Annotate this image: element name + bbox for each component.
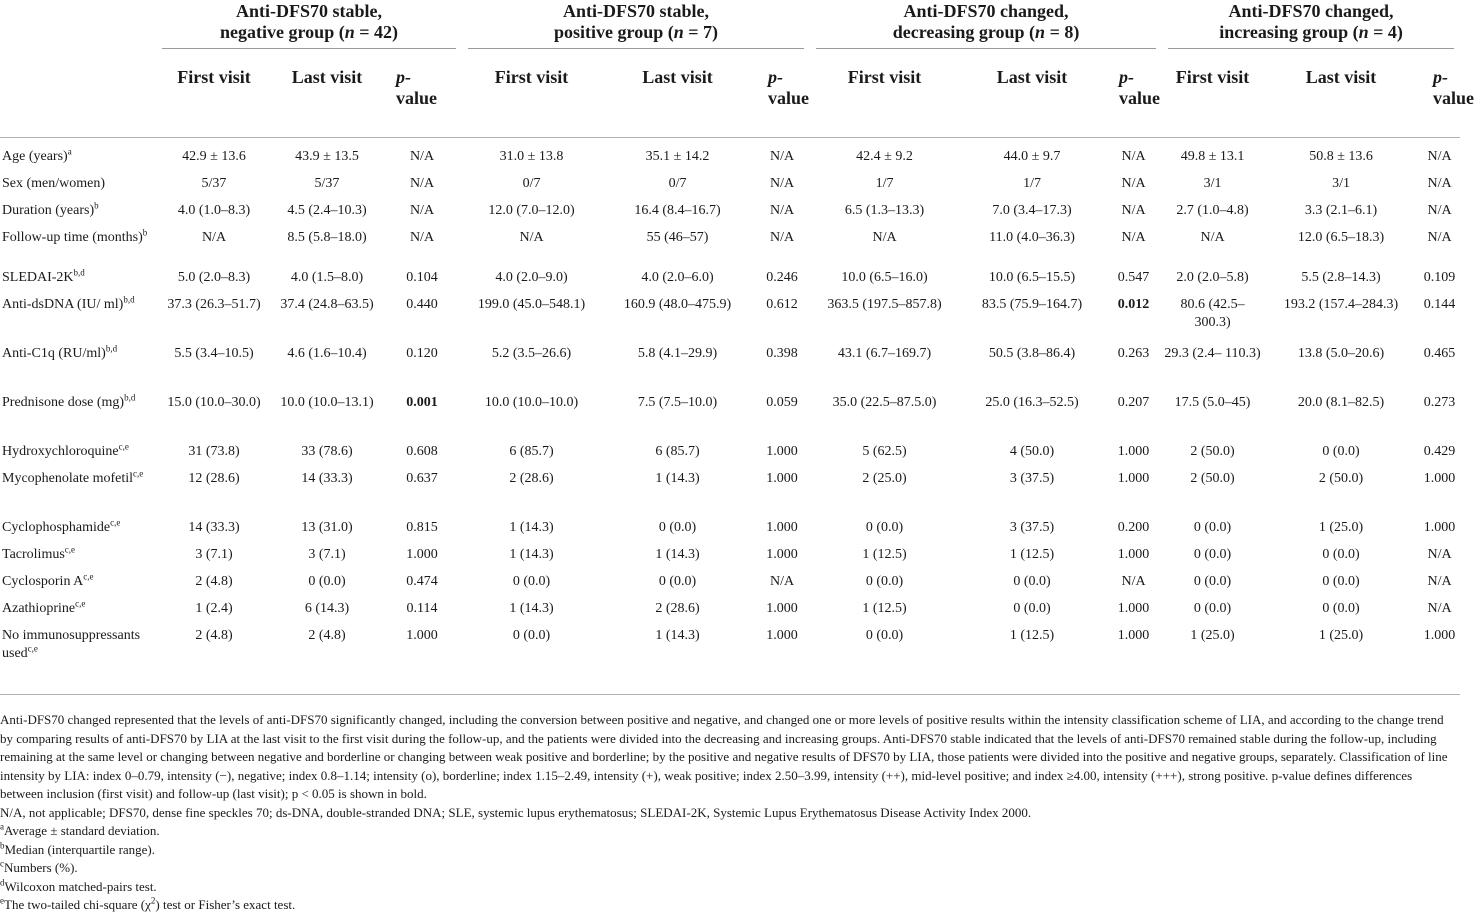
row-label: Mycophenolate mofetil$^{c,e}$ <box>2 467 144 486</box>
p-value-cell: N/A <box>1427 229 1452 245</box>
table-cell: 10.0 (10.0–10.0) <box>484 394 579 410</box>
row-label: No immunosuppressants used$^{c,e}$ <box>2 627 141 661</box>
table-cell: 50.5 (3.8–86.4) <box>988 345 1076 361</box>
footnote-marker: c,e <box>75 597 86 608</box>
group-header: Anti-DFS70 stable, negative group (n = 42) <box>156 0 462 49</box>
table-cell: 1 (25.0) <box>1318 519 1364 535</box>
p-value-cell: 1.000 <box>766 519 798 535</box>
table-cell: 35.1 ± 14.2 <box>645 149 710 164</box>
p-value-cell: N/A <box>1427 600 1452 616</box>
p-value-cell: N/A <box>769 175 795 191</box>
p-value-header: p- value <box>1433 67 1474 108</box>
table-cell: 1 (12.5) <box>862 600 907 616</box>
footnote: $^a$Average ± standard deviation. <box>0 821 160 838</box>
table-cell: 2.7 (1.0–4.8) <box>1176 202 1249 218</box>
footnote: $^e$The two-tailed chi-square $(\chi^2)$ test or Fisher’s exact test. <box>0 895 296 912</box>
table-cell: 3 (7.1) <box>195 546 233 562</box>
p-value-cell: 1.000 <box>1423 470 1456 486</box>
group-header: Anti-DFS70 changed, decreasing group (n = 8) <box>810 0 1162 49</box>
table-cell: 0 (0.0) <box>512 627 551 643</box>
table-cell: 4.5 (2.4–10.3) <box>287 202 367 218</box>
table-cell: 83.5 (75.9–164.7) <box>981 296 1083 312</box>
p-value-cell: N/A <box>769 573 795 589</box>
table-cell: 6.5 (1.3–13.3) <box>844 202 925 218</box>
table-cell: 44.0 ± 9.7 <box>1003 149 1061 164</box>
p-value-cell: N/A <box>769 202 795 218</box>
row-label: Anti-C1q $(RU/ml)^{b,d}$ <box>2 342 118 361</box>
p-value-cell: N/A <box>409 202 435 218</box>
table-cell: 1 (25.0) <box>1190 627 1235 643</box>
table-notes <box>0 711 1458 915</box>
p-value-cell: N/A <box>409 229 435 245</box>
table-cell: 17.5 (5.0–45) <box>1174 394 1251 410</box>
last-visit-header: Last visit <box>1305 67 1377 87</box>
table-cell: 10.0 (10.0–13.1) <box>280 394 374 410</box>
footnote-marker: b,d <box>124 391 136 402</box>
table-row <box>0 229 1460 269</box>
first-visit-header: First visit <box>847 67 922 87</box>
table-cell: 0/7 <box>522 175 541 191</box>
p-value-cell: 0.012 <box>1117 296 1150 312</box>
table-cell: N/A <box>519 229 544 245</box>
table-cell: 0 (0.0) <box>1013 600 1051 616</box>
table-cell: 0 (0.0) <box>1322 573 1360 589</box>
table-row <box>0 627 1460 695</box>
p-value-cell: 0.200 <box>1117 519 1150 535</box>
table-cell: 15.0 (10.0–30.0) <box>167 394 261 410</box>
row-label: Follow-up time (months)$^b$ <box>2 226 148 245</box>
table-cell: 4.0 (2.0–9.0) <box>495 269 568 285</box>
table-cell: 2 (50.0) <box>1190 470 1235 486</box>
table-cell: 193.2 (157.4–284.3) <box>1283 296 1399 312</box>
table-cell: 7.0 (3.4–17.3) <box>992 202 1072 218</box>
table-row <box>0 296 1460 345</box>
table-cell: 13.8 (5.0–20.6) <box>1297 345 1385 361</box>
p-value-cell: 0.815 <box>406 519 438 535</box>
p-value-cell: 1.000 <box>1117 470 1150 486</box>
footnote-marker: c,e <box>118 440 129 451</box>
table-row <box>0 573 1460 600</box>
table-row <box>0 138 1460 175</box>
footnote-marker: c,e <box>110 516 121 527</box>
p-value-cell: 0.059 <box>766 394 798 410</box>
table-cell: 0 (0.0) <box>865 627 904 643</box>
row-label: SLEDAI-$2K^{b,d}$ <box>2 266 85 285</box>
table-row <box>0 202 1460 229</box>
table-cell: 1/7 <box>875 175 894 191</box>
p-value-cell: 1.000 <box>766 470 798 486</box>
p-value-cell: N/A <box>1427 546 1452 562</box>
table-row <box>0 443 1460 470</box>
p-value-cell: N/A <box>1427 202 1452 218</box>
table-cell: 12.0 (6.5–18.3) <box>1297 229 1385 245</box>
table-cell: 1 (12.5) <box>1009 627 1055 643</box>
p-value-cell: 1.000 <box>1117 627 1150 643</box>
table-cell: 11.0 (4.0–36.3) <box>989 229 1075 245</box>
footnote: $^c$Numbers (%). <box>0 858 78 875</box>
table-cell: 12.0 (7.0–12.0) <box>488 202 575 218</box>
footnote-marker: c,e <box>83 570 94 581</box>
last-visit-header: Last visit <box>642 67 713 87</box>
group-header-row <box>0 0 1460 49</box>
table-row <box>0 394 1460 443</box>
table-cell: 2 (28.6) <box>655 600 700 616</box>
table-cell: 3 (37.5) <box>1009 470 1055 486</box>
p-value-cell: 1.000 <box>1117 443 1150 459</box>
table-cell: N/A <box>1200 229 1225 245</box>
table-cell: 7.5 (7.5–10.0) <box>637 394 718 410</box>
p-value-cell: N/A <box>1427 175 1452 191</box>
row-label: Sex (men/women) <box>2 175 106 191</box>
table-cell: 29.3 (2.4– 110.3) <box>1164 345 1261 361</box>
table-cell: 33 (78.6) <box>301 443 353 459</box>
table-cell: 1 (25.0) <box>1318 627 1364 643</box>
table-cell: 2 (50.0) <box>1318 470 1364 486</box>
table-row <box>0 519 1460 546</box>
p-value-cell: 0.246 <box>766 269 798 285</box>
p-value-cell: 1.000 <box>1117 546 1150 562</box>
table-cell: 2 (25.0) <box>862 470 907 486</box>
table-cell: 0 (0.0) <box>1193 600 1232 616</box>
notes-paragraph: Anti-DFS70 changed represented that the levels of anti-DFS70 significantly changed, including the conversion between positive and negative, and changed one or more levels of positive results within the intensity classification scheme of LIA, and according to the change trend by comparing results of anti-DFS70 by LIA at the last visit to the first visit during the follow-up, and the patients were divided into the decreasing and increasing groups. Anti-DFS70 stable indicated that the levels of anti-DFS70 remained stable during the follow-up, including remaining at the same level or changing between negative and borderline or changing between weak positive and borderline; by the positive and negative results of DFS70 by LIA, those patients were divided into the positive and negative groups, separately. Classification of line intensity by LIA: index 0–0.79, intensity (−), negative; index 0.8–1.14; intensity (o), borderline; index 1.15–2.49, intensity (+), weak positive; index 2.50–3.99, intensity (++), mid-level positive; and index ≥4.00, intensity (+++), strong positive. p-value defines differences between inclusion (first visit) and follow-up (last visit); p < 0.05 is shown in bold. <box>0 712 1448 801</box>
table-cell: 363.5 (197.5–857.8) <box>827 296 942 312</box>
table-cell: 0 (0.0) <box>1193 546 1232 562</box>
table-cell: 0 (0.0) <box>1322 600 1360 616</box>
row-label: Anti-dsDNA (IU/ ml)$^{b,d}$ <box>2 293 135 312</box>
footnote-marker: c,e <box>64 543 76 554</box>
table-cell: 8.5 (5.8–18.0) <box>287 229 367 245</box>
footnote-marker: b <box>142 226 148 237</box>
table-cell: 10.0 (6.5–16.0) <box>841 269 928 285</box>
last-visit-header: Last visit <box>291 67 363 87</box>
p-value-header: p- value <box>1119 67 1161 108</box>
table-cell: 0 (0.0) <box>1322 546 1360 562</box>
p-value-cell: 1.000 <box>406 546 438 562</box>
first-visit-header: First visit <box>177 67 251 87</box>
table-row <box>0 175 1460 202</box>
table-cell: 0 (0.0) <box>1193 519 1232 535</box>
table-cell: 1 (14.3) <box>509 600 554 616</box>
footnote-marker: b,d <box>123 293 135 304</box>
p-value-cell: 0.637 <box>406 470 438 486</box>
p-value-header: p- value <box>396 67 438 108</box>
footnote-marker: c,e <box>133 467 144 478</box>
p-value-cell: 1.000 <box>766 546 798 562</box>
p-value-cell: 0.001 <box>406 394 438 410</box>
row-label: Duration (years)$^b$ <box>2 199 99 218</box>
p-value-cell: N/A <box>1121 229 1146 245</box>
table-cell: 14 (33.3) <box>301 470 353 486</box>
p-value-cell: N/A <box>1121 149 1146 164</box>
table-cell: 43.1 (6.7–169.7) <box>837 345 932 361</box>
p-value-cell: N/A <box>409 149 435 164</box>
table-cell: 80.6 (42.5– 300.3) <box>1180 296 1245 330</box>
notes-abbreviations: N/A, not applicable; DFS70, dense fine speckles 70; ds-DNA, double-stranded DNA; SLE, systemic lupus erythematosus; SLEDAI-2K, Systemic Lupus Erythematosus Disease Activity Index 2000. <box>0 804 1032 820</box>
table-body <box>0 138 1460 695</box>
table-cell: 1 (12.5) <box>1009 546 1055 562</box>
row-label: Prednisone dose (mg)$^{b,d}$ <box>2 391 136 410</box>
table-cell: N/A <box>201 229 227 245</box>
table-cell: 5.8 (4.1–29.9) <box>637 345 718 361</box>
table-cell: 2 (28.6) <box>509 470 554 486</box>
footnote-marker: a <box>67 146 72 157</box>
table-cell: 0 (0.0) <box>658 573 697 589</box>
p-value-cell: 1.000 <box>766 600 798 616</box>
p-value-cell: 0.273 <box>1423 394 1456 410</box>
table-cell: 5/37 <box>201 175 227 191</box>
table-row <box>0 546 1460 573</box>
p-value-cell: 0.440 <box>406 296 438 312</box>
table-cell: 1 (14.3) <box>655 546 700 562</box>
table-cell: 1 (14.3) <box>509 546 554 562</box>
table-cell: 16.4 (8.4–16.7) <box>634 202 721 218</box>
table-cell: 2.0 (2.0–5.8) <box>1176 269 1249 285</box>
table-cell: 6 (85.7) <box>655 443 700 459</box>
table-cell: 6 (85.7) <box>509 443 554 459</box>
table-cell: 5.2 (3.5–26.6) <box>491 345 572 361</box>
p-value-cell: 0.465 <box>1423 345 1456 361</box>
table-cell: 42.4 ± 9.2 <box>856 149 913 164</box>
table-cell: 2 (4.8) <box>195 627 233 643</box>
table-cell: 5/37 <box>314 175 340 191</box>
table-cell: 0 (0.0) <box>865 573 904 589</box>
table-cell: 3/1 <box>1332 175 1350 191</box>
p-value-cell: 0.547 <box>1117 269 1150 285</box>
row-label: Azathioprine$^{c,e}$ <box>2 597 86 616</box>
first-visit-header: First visit <box>1175 67 1250 87</box>
footnote-marker: c,e <box>27 642 38 653</box>
table-cell: 1/7 <box>1023 175 1041 191</box>
p-value-cell: 0.207 <box>1117 394 1150 410</box>
p-value-cell: 0.263 <box>1117 345 1150 361</box>
table-cell: 37.3 (26.3–51.7) <box>167 296 261 312</box>
table-cell: 1 (14.3) <box>655 627 700 643</box>
p-value-cell: 1.000 <box>766 443 798 459</box>
table-cell: 31 (73.8) <box>188 443 240 459</box>
table-cell: 5.0 (2.0–8.3) <box>177 269 251 285</box>
table-cell: 6 (14.3) <box>304 600 350 616</box>
table-cell: N/A <box>872 229 897 245</box>
table-cell: 4 (50.0) <box>1009 443 1055 459</box>
table-cell: 5 (62.5) <box>862 443 907 459</box>
footnote: $^d$Wilcoxon matched-pairs test. <box>0 877 157 894</box>
row-label: Age (years)$^a$ <box>2 146 72 164</box>
table-cell: 5.5 (2.8–14.3) <box>1301 269 1381 285</box>
table-cell: 0/7 <box>668 175 687 191</box>
p-value-cell: 0.398 <box>766 345 798 361</box>
table-cell: 49.8 ± 13.1 <box>1180 149 1245 164</box>
table-cell: 1 (14.3) <box>509 519 554 535</box>
table-cell: 2 (50.0) <box>1190 443 1235 459</box>
table-cell: 55 (46–57) <box>646 229 709 245</box>
table-cell: 160.9 (48.0–475.9) <box>623 296 732 312</box>
table-cell: 0 (0.0) <box>1322 443 1360 459</box>
table-cell: 0 (0.0) <box>658 519 697 535</box>
table-cell: 14 (33.3) <box>188 519 240 535</box>
p-value-cell: N/A <box>1121 175 1146 191</box>
footnote-list <box>0 822 1458 915</box>
row-label: Cyclophosphamide$^{c,e}$ <box>2 516 121 535</box>
table-cell: 0 (0.0) <box>1193 573 1232 589</box>
table-cell: 0 (0.0) <box>512 573 551 589</box>
table-row <box>0 345 1460 394</box>
table-cell: 4.0 (1.5–8.0) <box>290 269 364 285</box>
footnote-marker: b,d <box>105 342 118 353</box>
p-value-cell: N/A <box>1427 573 1452 589</box>
table-cell: 2 (4.8) <box>195 573 233 589</box>
table-cell: 37.4 (24.8–63.5) <box>280 296 374 312</box>
table-cell: 42.9 ± 13.6 <box>182 149 246 164</box>
p-value-cell: 0.114 <box>406 600 438 616</box>
subheader-row <box>0 49 1460 138</box>
p-value-cell: N/A <box>1121 573 1146 589</box>
p-value-cell: 1.000 <box>406 627 438 643</box>
table-cell: 0 (0.0) <box>1013 573 1051 589</box>
table-cell: 0 (0.0) <box>308 573 346 589</box>
p-value-cell: 0.104 <box>406 269 438 285</box>
p-value-cell: N/A <box>769 229 795 245</box>
table-cell: 3 (37.5) <box>1009 519 1055 535</box>
table-cell: 1 (12.5) <box>862 546 907 562</box>
table-row <box>0 600 1460 627</box>
table-row <box>0 269 1460 296</box>
table-cell: 3.3 (2.1–6.1) <box>1304 202 1378 218</box>
p-value-cell: N/A <box>1121 202 1146 218</box>
p-value-cell: 0.608 <box>406 443 438 459</box>
table-cell: 20.0 (8.1–82.5) <box>1297 394 1385 410</box>
table-cell: 35.0 (22.5–87.5.0) <box>832 394 937 410</box>
table-cell: 3 (7.1) <box>308 546 346 562</box>
table-cell: 0 (0.0) <box>865 519 904 535</box>
table-cell: 1 (14.3) <box>655 470 700 486</box>
p-value-header: p- value <box>768 67 810 108</box>
row-label: Cyclosporin A$^{c,e}$ <box>2 570 94 589</box>
p-value-cell: 0.429 <box>1423 443 1456 459</box>
p-value-cell: 1.000 <box>1423 519 1456 535</box>
footnote-marker: b <box>94 199 99 210</box>
table-cell: 1 (2.4) <box>195 600 233 616</box>
footnote: $^b$Median (interquartile range). <box>0 840 156 857</box>
table-cell: 50.8 ± 13.6 <box>1309 149 1373 164</box>
table-cell: 13 (31.0) <box>301 519 353 535</box>
p-value-cell: 0.474 <box>406 573 438 589</box>
table-cell: 4.0 (2.0–6.0) <box>641 269 714 285</box>
first-visit-header: First visit <box>494 67 569 87</box>
table-cell: 31.0 ± 13.8 <box>499 149 564 164</box>
footnote-marker: b,d <box>73 266 85 277</box>
table-cell: 12 (28.6) <box>188 470 240 486</box>
table-row <box>0 470 1460 519</box>
table-cell: 199.0 (45.0–548.1) <box>477 296 586 312</box>
table-cell: 5.5 (3.4–10.5) <box>174 345 254 361</box>
table-cell: 43.9 ± 13.5 <box>295 149 359 164</box>
last-visit-header: Last visit <box>996 67 1068 87</box>
p-value-cell: 1.000 <box>766 627 798 643</box>
group-header: Anti-DFS70 changed, increasing group (n = 4) <box>1162 0 1460 49</box>
table-cell: 3/1 <box>1203 175 1222 191</box>
p-value-cell: 1.000 <box>1117 600 1150 616</box>
p-value-cell: N/A <box>409 175 435 191</box>
table-cell: 10.0 (6.5–15.5) <box>988 269 1076 285</box>
p-value-cell: 0.120 <box>406 345 438 361</box>
table-cell: 4.6 (1.6–10.4) <box>287 345 367 361</box>
p-value-cell: 0.144 <box>1423 296 1456 312</box>
p-value-cell: 0.109 <box>1423 269 1456 285</box>
row-label: Hydroxychloroquine$^{c,e}$ <box>2 440 129 459</box>
table-cell: 2 (4.8) <box>308 627 346 643</box>
p-value-cell: 1.000 <box>1423 627 1456 643</box>
group-header: Anti-DFS70 stable, positive group (n = 7) <box>462 0 810 49</box>
row-label: Tacrolimus$^{c,e}$ <box>2 543 76 562</box>
table-cell: 4.0 (1.0–8.3) <box>177 202 251 218</box>
p-value-cell: N/A <box>1427 149 1452 164</box>
table-cell: 25.0 (16.3–52.5) <box>985 394 1079 410</box>
p-value-cell: N/A <box>769 149 795 164</box>
p-value-cell: 0.612 <box>766 296 798 312</box>
